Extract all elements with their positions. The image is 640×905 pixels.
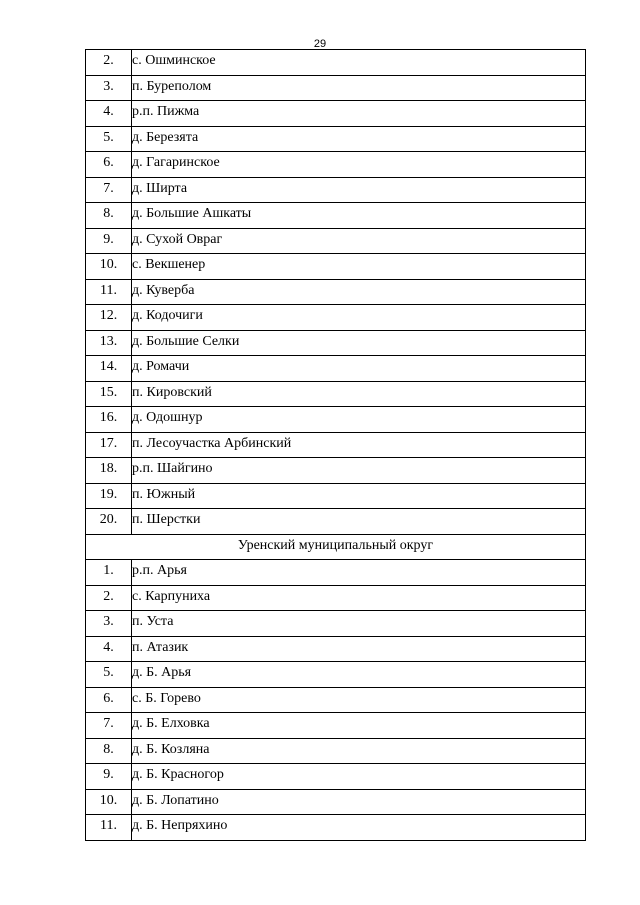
row-number: 7. — [86, 713, 132, 739]
table-row — [86, 687, 586, 713]
table-row — [86, 662, 586, 688]
table-row — [86, 432, 586, 458]
table-row — [86, 483, 586, 509]
settlement-name: д. Кодочиги — [132, 305, 586, 331]
table-row — [86, 152, 586, 178]
settlement-name: с. Б. Горево — [132, 687, 586, 713]
section-title: Уренский муниципальный округ — [86, 534, 586, 560]
table-row — [86, 101, 586, 127]
row-number: 1. — [86, 560, 132, 586]
table-row — [86, 713, 586, 739]
settlement-name: р.п. Пижма — [132, 101, 586, 127]
settlement-name: д. Б. Красногор — [132, 764, 586, 790]
row-number: 20. — [86, 509, 132, 535]
settlement-name: д. Большие Селки — [132, 330, 586, 356]
settlement-name: д. Сухой Овраг — [132, 228, 586, 254]
settlement-name: п. Атазик — [132, 636, 586, 662]
row-number: 2. — [86, 585, 132, 611]
table-row — [86, 738, 586, 764]
settlement-name: д. Б. Непряхино — [132, 815, 586, 841]
table-row — [86, 381, 586, 407]
table-body — [86, 50, 586, 841]
row-number: 13. — [86, 330, 132, 356]
table-row — [86, 407, 586, 433]
settlement-name: д. Гагаринское — [132, 152, 586, 178]
settlement-name: д. Ромачи — [132, 356, 586, 382]
page-number: 29 — [313, 38, 327, 50]
settlement-name: п. Кировский — [132, 381, 586, 407]
table-row — [86, 789, 586, 815]
table-row — [86, 509, 586, 535]
table-row — [86, 254, 586, 280]
row-number: 18. — [86, 458, 132, 484]
section-row — [86, 534, 586, 560]
row-number: 4. — [86, 101, 132, 127]
settlement-name: д. Большие Ашкаты — [132, 203, 586, 229]
table-row — [86, 611, 586, 637]
row-number: 6. — [86, 152, 132, 178]
table-row — [86, 75, 586, 101]
row-number: 10. — [86, 789, 132, 815]
row-number: 7. — [86, 177, 132, 203]
row-number: 4. — [86, 636, 132, 662]
row-number: 9. — [86, 764, 132, 790]
settlement-name: д. Куверба — [132, 279, 586, 305]
settlement-name: д. Б. Козляна — [132, 738, 586, 764]
settlement-name: с. Ошминское — [132, 50, 586, 76]
settlement-name: р.п. Шайгино — [132, 458, 586, 484]
row-number: 8. — [86, 203, 132, 229]
row-number: 5. — [86, 662, 132, 688]
table-row — [86, 585, 586, 611]
row-number: 11. — [86, 279, 132, 305]
table-row — [86, 636, 586, 662]
row-number: 19. — [86, 483, 132, 509]
table-row — [86, 50, 586, 76]
row-number: 8. — [86, 738, 132, 764]
settlement-name: р.п. Арья — [132, 560, 586, 586]
table-row — [86, 458, 586, 484]
settlement-name: п. Лесоучастка Арбинский — [132, 432, 586, 458]
table-row — [86, 305, 586, 331]
settlement-name: п. Шерстки — [132, 509, 586, 535]
settlement-name: д. Б. Арья — [132, 662, 586, 688]
settlement-name: п. Южный — [132, 483, 586, 509]
row-number: 5. — [86, 126, 132, 152]
table-row — [86, 560, 586, 586]
row-number: 10. — [86, 254, 132, 280]
row-number: 3. — [86, 611, 132, 637]
settlement-name: п. Уста — [132, 611, 586, 637]
row-number: 3. — [86, 75, 132, 101]
settlement-name: п. Буреполом — [132, 75, 586, 101]
settlement-name: д. Одошнур — [132, 407, 586, 433]
row-number: 15. — [86, 381, 132, 407]
table-row — [86, 228, 586, 254]
row-number: 17. — [86, 432, 132, 458]
table-row — [86, 815, 586, 841]
row-number: 9. — [86, 228, 132, 254]
row-number: 14. — [86, 356, 132, 382]
table-row — [86, 356, 586, 382]
row-number: 12. — [86, 305, 132, 331]
table-row — [86, 177, 586, 203]
settlement-name: д. Березята — [132, 126, 586, 152]
settlement-name: д. Б. Елховка — [132, 713, 586, 739]
row-number: 6. — [86, 687, 132, 713]
settlement-name: с. Карпуниха — [132, 585, 586, 611]
settlement-name: д. Б. Лопатино — [132, 789, 586, 815]
table-row — [86, 764, 586, 790]
table-row — [86, 330, 586, 356]
settlements-table — [85, 49, 586, 841]
table-row — [86, 203, 586, 229]
settlement-name: с. Векшенер — [132, 254, 586, 280]
row-number: 2. — [86, 50, 132, 76]
row-number: 16. — [86, 407, 132, 433]
settlement-name: д. Ширта — [132, 177, 586, 203]
row-number: 11. — [86, 815, 132, 841]
table-row — [86, 279, 586, 305]
table-row — [86, 126, 586, 152]
